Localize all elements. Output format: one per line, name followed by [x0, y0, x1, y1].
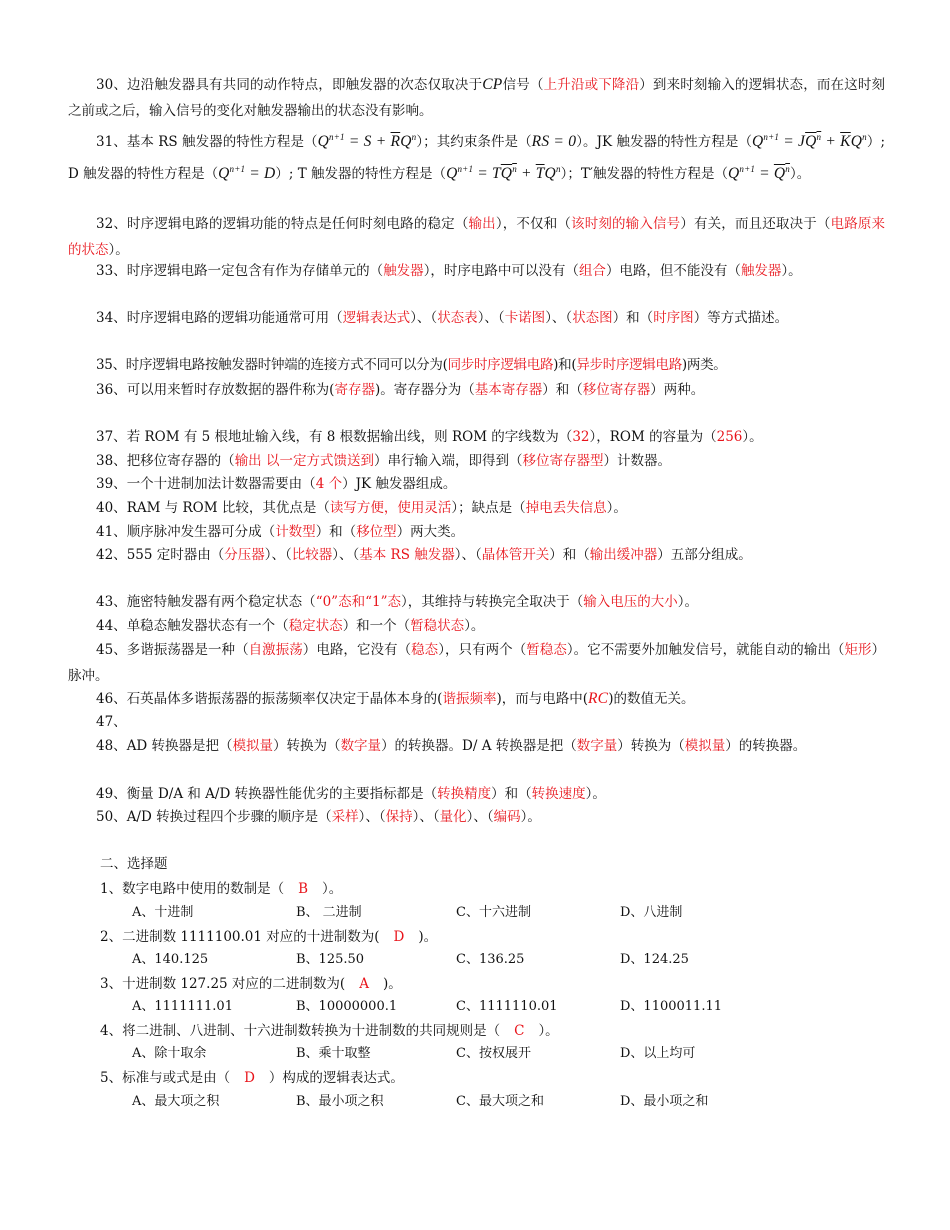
answer: 电路原来的状态	[68, 216, 886, 258]
answer: 输出 以一定方式馈送到	[234, 453, 374, 469]
question-32: 32、时序逻辑电路的逻辑功能的特点是任何时刻电路的稳定（输出），不仅和（该时刻的输入信号）有关，而且还取决于（电路原来的状态）。	[68, 216, 886, 258]
answer: 时序图	[653, 310, 694, 326]
answer: 状态图	[572, 310, 613, 326]
answer: 分压器	[224, 547, 265, 563]
option-b: B、 二进制	[296, 905, 362, 920]
answer: 读写方便，使用灵活	[329, 500, 452, 516]
answer: 触发器	[740, 263, 782, 279]
choice-question-3: 3、十进制数 127.25 对应的二进制数为( A )。	[100, 976, 402, 992]
question-30: 30、边沿触发器具有共同的动作特点，即触发器的次态仅取决于CP信号（上升沿或下降沿）到来时刻输入的逻辑状态，而在这时刻之前或之后，输入信号的变化对触发器输出的状态没有影响。	[68, 76, 886, 119]
option-d: D、八进制	[620, 905, 683, 920]
option-a: A、十进制	[132, 905, 194, 920]
answer: 移位型	[356, 524, 397, 540]
answer: 组合	[578, 263, 606, 279]
answer: 暂稳状态	[410, 618, 465, 634]
option-c: C、最大项之和	[456, 1094, 544, 1109]
jk-equation: $Q^{n+1} = JQ^n + \overline{K}Q^n$	[752, 132, 867, 151]
choice-question-5: 5、标准与或式是由（ D ）构成的逻辑表达式。	[100, 1070, 404, 1086]
answer: 基本寄存器	[474, 382, 543, 398]
rs-constraint: RS = 0	[531, 133, 577, 151]
answer: 移位寄存器型	[522, 453, 604, 469]
question-40: 40、RAM 与 ROM 比较，其优点是（读写方便，使用灵活）；缺点是（掉电丢失信息）。	[96, 500, 627, 516]
answer: 模拟量	[232, 738, 274, 754]
answer: 4 个	[315, 476, 343, 492]
answer: 稳定状态	[288, 618, 343, 634]
option-b: B、乘十取整	[296, 1046, 371, 1061]
answer: B	[298, 881, 309, 897]
option-c: C、十六进制	[456, 905, 531, 920]
option-d: D、124.25	[620, 952, 689, 967]
answer: “0”态和“1”态	[315, 594, 401, 610]
answer: 输入电压的大小	[583, 594, 678, 610]
answer: RC	[588, 690, 609, 707]
answer: 掉电丢失信息	[525, 500, 607, 516]
answer: 该时刻的输入信号	[571, 216, 681, 232]
answer: 谐振频率	[442, 691, 497, 707]
question-36: 36、可以用来暂时存放数据的器件称为(寄存器)。寄存器分为（基本寄存器）和（移位寄存器）两种。	[96, 382, 705, 398]
question-34: 34、时序逻辑电路的逻辑功能通常可用（逻辑表达式）、（状态表）、（卡诺图）、（状态图）和（时序图）等方式描述。	[96, 310, 789, 326]
question-43: 43、施密特触发器有两个稳定状态（“0”态和“1”态），其维持与转换完全取决于（输入电压的大小）。	[96, 594, 698, 610]
question-49: 49、衡量 D/A 和 A/D 转换器性能优劣的主要指标都是（转换精度）和（转换速度）。	[96, 786, 606, 802]
cp-signal: CP	[482, 76, 503, 93]
answer: 数字量	[576, 738, 618, 754]
answer: 稳态	[411, 642, 439, 658]
answer: 状态表	[437, 310, 478, 326]
answer: 暂稳态	[526, 642, 567, 658]
option-b: B、125.50	[296, 952, 365, 967]
answer: 采样	[331, 809, 359, 825]
question-37: 37、若 ROM 有 5 根地址输入线，有 8 根数据输出线，则 ROM 的字线数为（32），ROM 的容量为（256）。	[96, 429, 763, 445]
choice-question-2: 2、二进制数 1111100.01 对应的十进制数为( D )。	[100, 929, 438, 945]
answer: D	[244, 1070, 255, 1086]
question-42: 42、555 定时器由（分压器）、（比较器）、（基本 RS 触发器）、（晶体管开关）和（输出缓冲器）五部分组成。	[96, 547, 752, 563]
option-a: A、除十取余	[132, 1046, 207, 1061]
answer: 输出缓冲器	[589, 547, 658, 563]
answer: 寄存器	[334, 382, 375, 398]
answer: 计数型	[275, 524, 316, 540]
answer: 比较器	[291, 547, 333, 563]
question-45: 45、多谐振荡器是一种（自激振荡）电路，它没有（稳态），只有两个（暂稳态）。它不需要外加触发信号，就能自动的输出（矩形）脉冲。	[68, 642, 886, 684]
rs-equation: $Q^{n+1} = S + \overline{R}Q^n$	[317, 132, 417, 151]
option-d: D、以上均可	[620, 1046, 696, 1061]
choice-question-4: 4、将二进制、八进制、十六进制数转换为十进制数的共同规则是（ C ）。	[100, 1023, 559, 1039]
option-a: A、140.125	[132, 952, 209, 967]
choice-question-1: 1、数字电路中使用的数制是（ B ）。	[100, 881, 343, 897]
answer: 晶体管开关	[481, 547, 550, 563]
option-a: A、最大项之积	[132, 1094, 220, 1109]
answer: 数字量	[340, 738, 382, 754]
answer: 基本 RS 触发器	[359, 547, 455, 563]
question-31: 31、基本 RS 触发器的特性方程是$(Q^{n+1} = S + \overline{R}Q^n)$；其约束条件是（RS = 0）。JK 触发器的特性方程是$(Q^{n+1} = JQ^n + \overline{K}Q^n)$; D 触发器的特性方程是$(Q^{n+1} = D)$; T 触发器的特性方程是$(Q^{n+1} = TQ^n + \overline{T}Q^n)$；T′触发器的特性方程是$(Q^{n+1} = Q^n)$。	[68, 132, 885, 183]
t-prime-equation: $Q^{n+1} = Q^n$	[727, 164, 790, 183]
answer: 保持	[385, 809, 413, 825]
answer: 矩形	[844, 642, 872, 658]
option-d: D、1100011.11	[620, 999, 722, 1014]
answer: 移位寄存器	[582, 382, 651, 398]
question-38: 38、把移位寄存器的（输出 以一定方式馈送到）串行输入端，即得到（移位寄存器型）计数器。	[96, 453, 671, 469]
answer: A	[359, 976, 369, 992]
d-equation: $Q^{n+1} = D$	[218, 164, 276, 183]
answer: 异步时序逻辑电路	[576, 357, 682, 373]
answer: 逻辑表达式	[342, 310, 411, 326]
section-title: 二、选择题	[100, 856, 168, 872]
answer: C	[514, 1023, 525, 1039]
answer: 编码	[493, 809, 521, 825]
option-c: C、136.25	[456, 952, 525, 967]
question-50: 50、A/D 转换过程四个步骤的顺序是（采样）、（保持）、（量化）、（编码）。	[96, 809, 541, 825]
option-b: B、10000000.1	[296, 999, 398, 1014]
answer: 同步时序逻辑电路	[447, 357, 554, 373]
option-a: A、1111111.01	[132, 999, 233, 1014]
option-c: C、按权展开	[456, 1046, 531, 1061]
answer: 转换速度	[531, 786, 586, 802]
question-39: 39、一个十进制加法计数器需要由（4 个）JK 触发器组成。	[96, 476, 457, 492]
answer: 量化	[439, 809, 467, 825]
t-equation: $Q^{n+1} = TQ^n + \overline{T}Q^n$	[446, 164, 561, 183]
question-48: 48、AD 转换器是把（模拟量）转换为（数字量）的转换器。D/ A 转换器是把（数字量）转换为（模拟量）的转换器。	[96, 738, 807, 754]
answer: 自激振荡	[248, 642, 303, 658]
question-44: 44、单稳态触发器状态有一个（稳定状态）和一个（暂稳状态）。	[96, 618, 485, 634]
option-b: B、最小项之积	[296, 1094, 384, 1109]
answer: 转换精度	[437, 786, 492, 802]
question-47: 47、	[96, 714, 127, 730]
answer: 256	[716, 429, 743, 445]
option-d: D、最小项之和	[620, 1094, 709, 1109]
option-c: C、1111110.01	[456, 999, 558, 1014]
question-41: 41、顺序脉冲发生器可分成（计数型）和（移位型）两大类。	[96, 524, 465, 540]
answer: 模拟量	[684, 738, 726, 754]
answer: 触发器	[383, 263, 424, 279]
answer: 卡诺图	[504, 310, 546, 326]
question-46: 46、石英晶体多谐振荡器的振荡频率仅决定于晶体本身的(谐振频率)，而与电路中(RC)的数值无关。	[96, 690, 695, 707]
answer: D	[393, 929, 405, 945]
answer: 输出	[468, 216, 496, 232]
question-35: 35、时序逻辑电路按触发器时钟端的连接方式不同可以分为(同步时序逻辑电路)和(异步时序逻辑电路)两类。	[96, 357, 727, 373]
answer: 32	[572, 429, 590, 445]
answer: 上升沿或下降沿	[543, 77, 640, 93]
question-33: 33、时序逻辑电路一定包含有作为存储单元的（触发器），时序电路中可以没有（组合）电路，但不能没有（触发器）。	[96, 263, 802, 279]
